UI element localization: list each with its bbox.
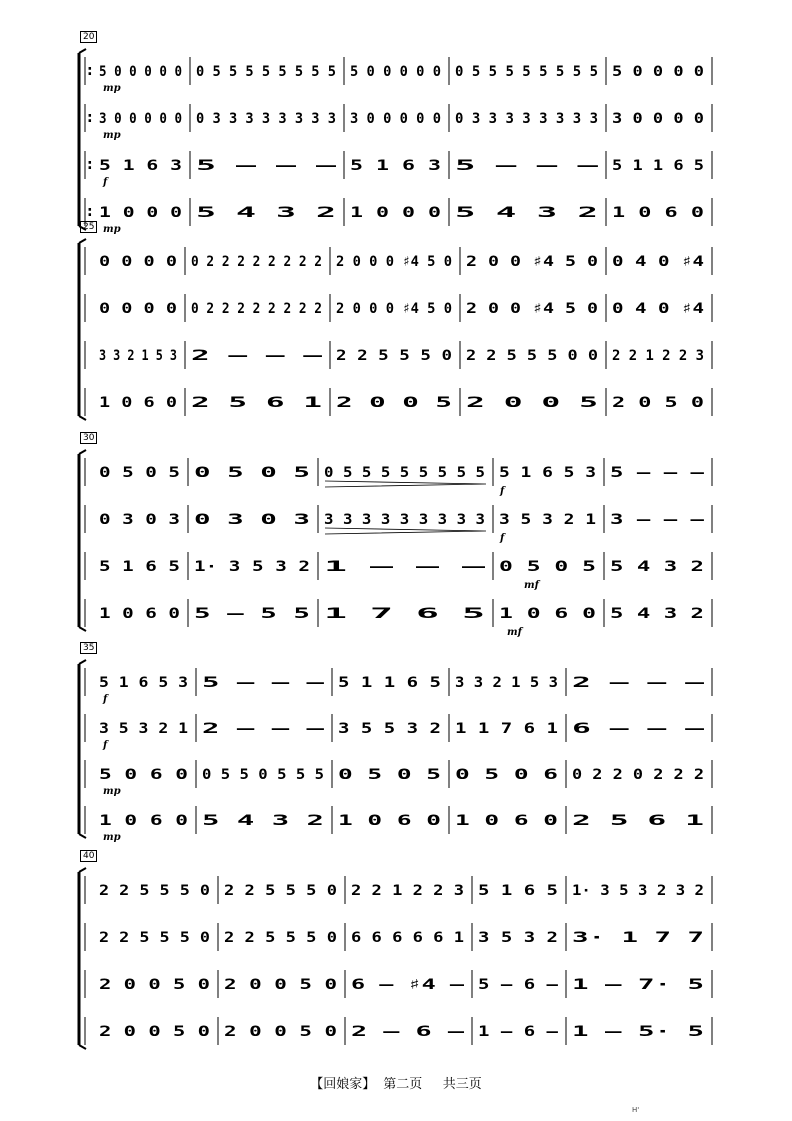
measure-notes: 5 1 6 3 bbox=[350, 158, 441, 174]
measure-notes: 5 4 3 2 bbox=[610, 606, 704, 622]
measure-notes: 2 0 0 ♯4 5 0 bbox=[466, 254, 598, 270]
dynamic-mark: f bbox=[500, 486, 505, 497]
measure-notes: 1 0 6 0 bbox=[99, 395, 177, 411]
measure-notes: 1· 3 5 3 2 bbox=[194, 559, 310, 575]
measure-notes: 5 1 6 5 bbox=[478, 883, 558, 899]
footer-title: 【回娘家】 bbox=[310, 1077, 376, 1092]
dynamic-mark: f bbox=[103, 740, 108, 751]
measure-notes: 0 5 5 5 5 5 5 5 5 bbox=[455, 64, 598, 80]
measure-notes: 3 3 3 3 3 3 3 3 3 bbox=[324, 512, 485, 528]
measure-notes: 1 – 5· 5 bbox=[572, 1024, 704, 1040]
measure-notes: 0 4 0 ♯4 bbox=[612, 301, 704, 317]
measure-notes: 0 5 0 5 bbox=[194, 465, 310, 481]
measure-notes: 2 0 0 5 0 bbox=[99, 977, 210, 993]
measure-notes: 5 0 6 0 bbox=[99, 767, 188, 783]
measure-notes: 0 3 3 3 3 3 3 3 3 bbox=[455, 111, 598, 127]
measure-notes: 0 0 0 0 bbox=[99, 254, 177, 270]
measure-notes: 5 4 3 2 bbox=[610, 559, 704, 575]
measure-notes: 5 4 3 2 bbox=[202, 813, 324, 829]
measure-number: 35 bbox=[80, 642, 97, 654]
measure-notes: 1 0 0 0 bbox=[99, 205, 182, 221]
measure-notes: 0 2 2 2 2 2 2 2 2 bbox=[191, 301, 322, 317]
measure-notes: 3 5 3 2 bbox=[478, 930, 558, 946]
measure-notes: 0 4 0 ♯4 bbox=[612, 254, 704, 270]
measure-notes: 5 – – – bbox=[455, 158, 600, 174]
measure-notes: 2 2 5 5 5 0 bbox=[224, 930, 337, 946]
bracket-top-hook bbox=[79, 868, 86, 872]
measure-notes: 3 3 2 1 5 3 bbox=[455, 675, 558, 691]
measure-notes: 5 1 6 5 3 bbox=[99, 675, 188, 691]
footer-total: 共三页 bbox=[442, 1077, 482, 1092]
dynamic-mark: mf bbox=[524, 580, 539, 591]
measure-notes: 2 – 6 – bbox=[351, 1024, 466, 1040]
measure-notes: 5 0 0 0 0 0 bbox=[350, 64, 441, 80]
measure-notes: 2 0 0 5 0 bbox=[224, 977, 337, 993]
measure-notes: 3 5 5 3 2 bbox=[338, 721, 441, 737]
measure-notes: 2 0 0 5 bbox=[336, 395, 452, 411]
crescendo-hairpin bbox=[325, 481, 486, 487]
corner-mark: H' bbox=[632, 1106, 640, 1114]
measure-notes: 3· 1 7 7 bbox=[572, 930, 704, 946]
measure-notes: 2 2 5 5 5 0 0 bbox=[466, 348, 598, 364]
bracket-top-hook bbox=[79, 660, 86, 664]
measure-notes: 1 7 6 5 bbox=[324, 606, 485, 622]
measure-notes: 6 – – – bbox=[572, 721, 706, 737]
measure-notes: 1 0 6 0 bbox=[99, 813, 188, 829]
repeat-sign: : bbox=[87, 63, 93, 79]
measure-notes: 6 – ♯4 – bbox=[351, 977, 465, 993]
measure-notes: 0 5 0 6 bbox=[455, 767, 558, 783]
dynamic-mark: mp bbox=[103, 786, 121, 797]
dynamic-mark: f bbox=[103, 694, 108, 705]
measure-notes: 0 2 2 2 2 2 2 2 2 bbox=[191, 254, 322, 270]
measure-notes: 0 0 0 0 bbox=[99, 301, 177, 317]
measure-notes: 1 0 6 0 bbox=[99, 606, 180, 622]
measure-notes: 1 0 6 0 bbox=[499, 606, 596, 622]
measure-notes: 2 2 1 2 2 3 bbox=[351, 883, 464, 899]
measure-notes: 1· 3 5 3 2 3 2 bbox=[572, 883, 704, 899]
measure-notes: 2 0 0 ♯4 5 0 bbox=[466, 301, 598, 317]
measure-notes: 5 – – – bbox=[196, 158, 338, 174]
measure-notes: 3 0 0 0 0 0 bbox=[99, 111, 182, 127]
measure-number: 25 bbox=[80, 221, 97, 233]
measure-notes: 1 0 6 0 bbox=[612, 205, 704, 221]
bracket-top-hook bbox=[79, 239, 86, 243]
measure-number: 30 bbox=[80, 432, 97, 444]
repeat-sign: : bbox=[87, 157, 93, 173]
bracket-bottom-hook bbox=[79, 416, 86, 420]
measure-notes: 5 – – – bbox=[202, 675, 326, 691]
dynamic-mark: f bbox=[103, 177, 108, 188]
measure-notes: 5 0 0 0 0 0 bbox=[99, 64, 182, 80]
measure-notes: 5 4 3 2 bbox=[196, 205, 336, 221]
crescendo-hairpin bbox=[325, 528, 486, 534]
measure-notes: 5 – – – bbox=[610, 465, 705, 481]
measure-notes: 5 – 5 5 bbox=[194, 606, 310, 622]
measure-notes: 2 – – – bbox=[572, 675, 706, 691]
measure-notes: 2 2 1 2 2 3 bbox=[612, 348, 704, 364]
measure-number: 20 bbox=[80, 31, 97, 43]
measure-notes: 3 0 0 0 0 0 bbox=[350, 111, 441, 127]
bracket-top-hook bbox=[79, 49, 86, 53]
measure-notes: 0 5 5 5 5 5 5 5 5 bbox=[324, 465, 485, 481]
measure-notes: 1 1 7 6 1 bbox=[455, 721, 558, 737]
measure-notes: 1 – 6 – bbox=[478, 1024, 559, 1040]
measure-notes: 0 5 0 5 bbox=[338, 767, 441, 783]
measure-notes: 0 5 0 5 bbox=[99, 465, 180, 481]
measure-notes: 5 1 1 6 5 bbox=[338, 675, 441, 691]
measure-notes: 2 0 0 5 bbox=[466, 395, 598, 411]
bracket-bottom-hook bbox=[79, 627, 86, 631]
bracket-top-hook bbox=[79, 450, 86, 454]
measure-notes: 1 – – – bbox=[324, 559, 487, 575]
bracket-bottom-hook bbox=[79, 1045, 86, 1049]
measure-notes: 5 1 1 6 5 bbox=[612, 158, 704, 174]
repeat-sign: : bbox=[87, 204, 93, 220]
measure-notes: 2 – – – bbox=[202, 721, 326, 737]
measure-notes: 2 2 5 5 5 0 bbox=[224, 883, 337, 899]
measure-notes: 3 3 2 1 5 3 bbox=[99, 348, 177, 364]
dynamic-mark: mp bbox=[103, 224, 121, 235]
measure-notes: 2 – – – bbox=[191, 348, 324, 364]
measure-notes: 1 0 6 0 bbox=[455, 813, 558, 829]
measure-notes: 2 0 0 5 0 bbox=[224, 1024, 337, 1040]
measure-notes: 0 3 0 3 bbox=[194, 512, 310, 528]
measure-notes: 0 3 0 3 bbox=[99, 512, 180, 528]
measure-notes: 5 0 0 0 0 bbox=[612, 64, 704, 80]
measure-notes: 0 5 5 5 5 5 5 5 5 bbox=[196, 64, 336, 80]
measure-notes: 0 2 2 0 2 2 2 bbox=[572, 767, 704, 783]
measure-notes: 5 1 6 5 3 bbox=[499, 465, 596, 481]
measure-notes: 2 0 0 0 ♯4 5 0 bbox=[336, 254, 452, 270]
measure-notes: 5 4 3 2 bbox=[455, 205, 598, 221]
measure-notes: 2 5 6 1 bbox=[191, 395, 322, 411]
measure-notes: 2 0 0 0 ♯4 5 0 bbox=[336, 301, 452, 317]
measure-notes: 3 0 0 0 0 bbox=[612, 111, 704, 127]
measure-notes: 1 0 0 0 bbox=[350, 205, 441, 221]
dynamic-mark: mp bbox=[103, 83, 121, 94]
measure-notes: 6 6 6 6 6 1 bbox=[351, 930, 464, 946]
measure-notes: 0 5 5 0 5 5 5 bbox=[202, 767, 324, 783]
measure-notes: 1 – 7· 5 bbox=[572, 977, 704, 993]
measure-notes: 5 1 6 3 bbox=[99, 158, 182, 174]
measure-notes: 2 0 5 0 bbox=[612, 395, 704, 411]
measure-notes: 5 – 6 – bbox=[478, 977, 559, 993]
dynamic-mark: mp bbox=[103, 832, 121, 843]
measure-notes: 1 0 6 0 bbox=[338, 813, 441, 829]
bracket-bottom-hook bbox=[79, 834, 86, 838]
dynamic-mark: mp bbox=[103, 130, 121, 141]
measure-notes: 2 5 6 1 bbox=[572, 813, 704, 829]
measure-notes: 5 1 6 5 bbox=[99, 559, 180, 575]
measure-notes: 2 2 5 5 5 0 bbox=[99, 883, 210, 899]
measure-number: 40 bbox=[80, 850, 97, 862]
footer-page: 第二页 bbox=[383, 1077, 423, 1092]
measure-notes: 3 5 3 2 1 bbox=[499, 512, 596, 528]
dynamic-mark: mf bbox=[507, 627, 522, 638]
repeat-sign: : bbox=[87, 110, 93, 126]
dynamic-mark: f bbox=[500, 533, 505, 544]
measure-notes: 3 – – – bbox=[610, 512, 705, 528]
measure-notes: 0 3 3 3 3 3 3 3 3 bbox=[196, 111, 336, 127]
measure-notes: 0 5 0 5 bbox=[499, 559, 596, 575]
page-footer bbox=[0, 1073, 792, 1092]
measure-notes: 2 2 5 5 5 0 bbox=[336, 348, 452, 364]
measure-notes: 3 5 3 2 1 bbox=[99, 721, 188, 737]
measure-notes: 2 0 0 5 0 bbox=[99, 1024, 210, 1040]
measure-notes: 2 2 5 5 5 0 bbox=[99, 930, 210, 946]
